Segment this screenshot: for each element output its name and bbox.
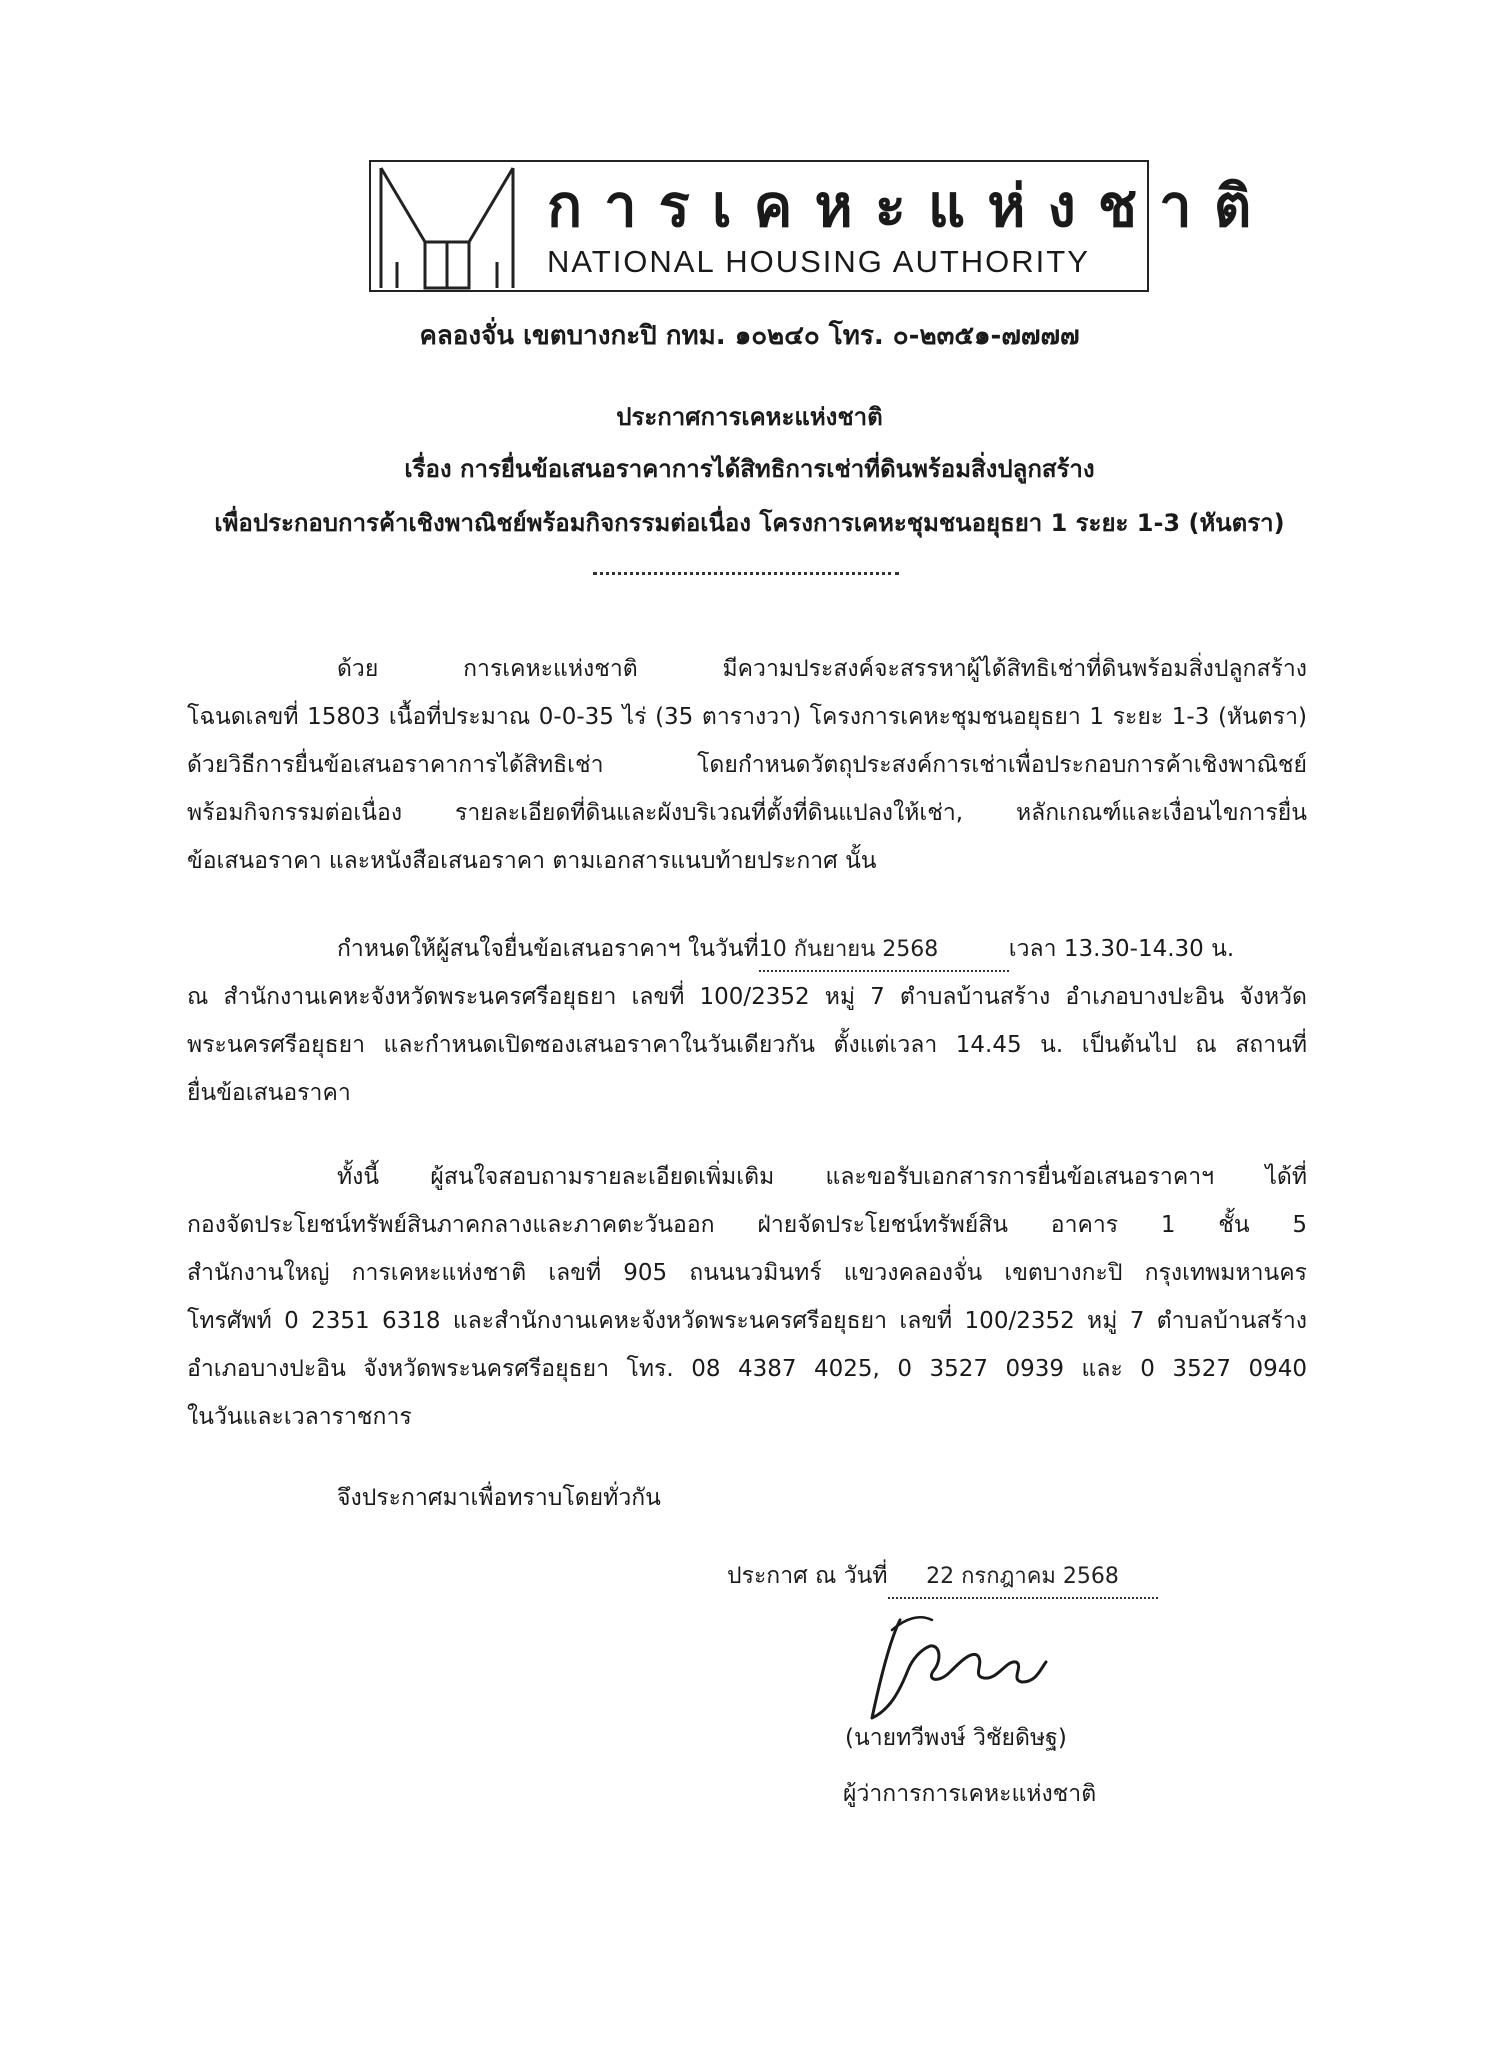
paragraph-1 xyxy=(187,645,1307,885)
paragraph-line: กองจัดประโยชน์ทรัพย์สินภาคกลางและภาคตะวันออก ฝ่ายจัดประโยชน์ทรัพย์สิน อาคาร 1 ชั้น 5 xyxy=(187,1212,1307,1238)
letterhead-address: คลองจั่น เขตบางกะปิ กทม. ๑๐๒๔๐ โทร. ๐-๒๓๕๑-๗๗๗๗ xyxy=(419,321,1080,351)
paragraph-line: โฉนดเลขที่ 15803 เนื้อที่ประมาณ 0-0-35 ไร่ (35 ตารางวา) โครงการเคหะชุมชนอยุธยา 1 ระยะ 1-3 (หันตรา) xyxy=(187,704,1307,730)
letterhead-logo xyxy=(369,160,1274,292)
paragraph-line: พระนครศรีอยุธยา และกำหนดเปิดซองเสนอราคาในวันเดียวกัน ตั้งแต่เวลา 14.45 น. เป็นต้นไป ณ สถานที่ xyxy=(187,1032,1307,1058)
paragraph-line: อำเภอบางปะอิน จังหวัดพระนครศรีอยุธยา โทร. 08 4387 4025, 0 3527 0939 และ 0 3527 0940 xyxy=(187,1356,1307,1382)
paragraph-line: ด้วย การเคหะแห่งชาติ มีความประสงค์จะสรรหาผู้ได้สิทธิเช่าที่ดินพร้อมสิ่งปลูกสร้าง xyxy=(337,656,1307,682)
heading-divider xyxy=(593,572,899,575)
closing-statement: จึงประกาศมาเพื่อทราบโดยทั่วกัน xyxy=(337,1485,661,1511)
announcement-date xyxy=(727,1556,1158,1599)
paragraph-line xyxy=(187,925,1307,973)
submission-date-field: 10 กันยายน 2568 xyxy=(759,930,1009,972)
paragraph-line: พร้อมกิจกรรมต่อเนื่อง รายละเอียดที่ดินและผังบริเวณที่ตั้งที่ดินแปลงให้เช่า, หลักเกณฑ์และเงื่อนไขการยื่น xyxy=(187,800,1307,826)
paragraph-line: สำนักงานใหญ่ การเคหะแห่งชาติ เลขที่ 905 ถนนนวมินทร์ แขวงคลองจั่น เขตบางกะปิ กรุงเทพมหานคร xyxy=(187,1260,1307,1286)
signer-name: (นายทวีพงษ์ วิชัยดิษฐ) xyxy=(845,1725,1067,1751)
paragraph-2 xyxy=(187,925,1307,1117)
paragraph-3 xyxy=(187,1153,1307,1441)
signer-title: ผู้ว่าการการเคหะแห่งชาติ xyxy=(843,1781,1097,1807)
paragraph-line: ยื่นข้อเสนอราคา xyxy=(187,1080,351,1106)
paragraph-line: ในวันและเวลาราชการ xyxy=(187,1404,412,1430)
paragraph-line: ณ สำนักงานเคหะจังหวัดพระนครศรีอยุธยา เลขที่ 100/2352 หมู่ 7 ตำบลบ้านสร้าง อำเภอบางปะอิน จังหวัด xyxy=(187,984,1307,1010)
subject-line-2: เพื่อประกอบการค้าเชิงพาณิชย์พร้อมกิจกรรมต่อเนื่อง โครงการเคหะชุมชนอยุธยา 1 ระยะ 1-3 (หันตรา) xyxy=(214,509,1285,537)
paragraph-line: ด้วยวิธีการยื่นข้อเสนอราคาการได้สิทธิเช่า โดยกำหนดวัตถุประสงค์การเช่าเพื่อประกอบการค้าเชิงพาณิชย์ xyxy=(187,752,1307,778)
announcement-date-field: 22 กรกฎาคม 2568 xyxy=(888,1557,1158,1599)
nha-logo-icon xyxy=(377,166,517,290)
paragraph-line: ทั้งนี้ ผู้สนใจสอบถามรายละเอียดเพิ่มเติม และขอรับเอกสารการยื่นข้อเสนอราคาฯ ได้ที่ xyxy=(337,1164,1307,1190)
announcement-date-label: ประกาศ ณ วันที่ xyxy=(727,1563,888,1589)
subject-line-1: เรื่อง การยื่นข้อเสนอราคาการได้สิทธิการเช่าที่ดินพร้อมสิ่งปลูกสร้าง xyxy=(404,455,1095,483)
org-name-english: NATIONAL HOUSING AUTHORITY xyxy=(547,244,1090,279)
submission-date-label: กำหนดให้ผู้สนใจยื่นข้อเสนอราคาฯ ในวันที่ xyxy=(337,936,759,962)
paragraph-line: ข้อเสนอราคา และหนังสือเสนอราคา ตามเอกสารแนบท้ายประกาศ นั้น xyxy=(187,848,877,874)
org-name-thai: การเคหะแห่งชาติ xyxy=(547,172,1274,240)
paragraph-line: โทรศัพท์ 0 2351 6318 และสำนักงานเคหะจังหวัดพระนครศรีอยุธยา เลขที่ 100/2352 หมู่ 7 ตำบลบ้านสร้าง xyxy=(187,1308,1307,1334)
announcement-title: ประกาศการเคหะแห่งชาติ xyxy=(616,403,883,431)
submission-time: เวลา 13.30-14.30 น. xyxy=(1008,936,1235,962)
